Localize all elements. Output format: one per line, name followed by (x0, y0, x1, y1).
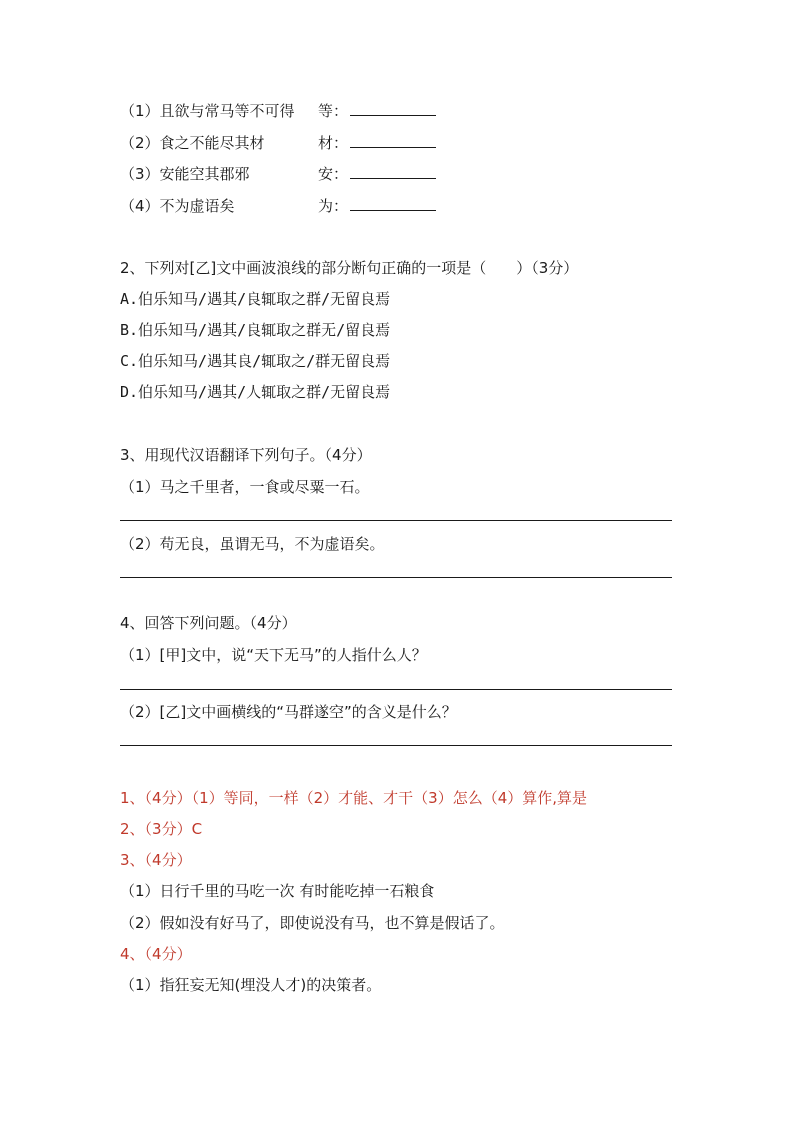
q1-item-text: （4）不为虚语矣 (120, 197, 235, 215)
q1-item-word: 等： (318, 102, 349, 120)
answer-3-line-2: （2）假如没有好马了，即使说没有马，也不算是假话了。 (120, 914, 505, 932)
q1-item-1 (120, 101, 295, 121)
q4-title: 4、回答下列问题。（4分） (120, 614, 297, 632)
answer-blank[interactable] (350, 164, 436, 179)
answer-1-body: （1）等同，一样（2）才能、才干（3）怎么（4）算作,算是 (191, 789, 588, 807)
q1-item-word: 材： (318, 134, 349, 152)
q1-item-3 (120, 164, 250, 184)
answer-4-prefix: 4、（4分） (120, 945, 192, 963)
answer-line[interactable] (120, 745, 672, 746)
answer-blank[interactable] (350, 133, 436, 148)
q4-sentence-1: （1）[甲]文中，说“天下无马”的人指什么人？ (120, 646, 427, 664)
answer-2-prefix: 2、（3分） (120, 820, 192, 838)
answer-4-line-1: （1）指狂妄无知(埋没人才)的决策者。 (120, 976, 382, 994)
answer-2-body: C (191, 820, 203, 838)
answer-line[interactable] (120, 520, 672, 521)
q1-item-2-answer (318, 133, 436, 153)
q3-sentence-2: （2）苟无良，虽谓无马，不为虚语矣。 (120, 535, 385, 553)
q2-title: 2、下列对[乙]文中画波浪线的部分断句正确的一项是（ ）（3分） (120, 259, 579, 277)
q2-option-c: C.伯乐知马/遇其良/辄取之/群无留良焉 (120, 352, 391, 370)
q1-item-2 (120, 133, 265, 153)
q1-item-word: 安： (318, 165, 349, 183)
q1-item-text: （2）食之不能尽其材 (120, 134, 265, 152)
q3-title: 3、用现代汉语翻译下列句子。（4分） (120, 446, 372, 464)
q1-item-3-answer (318, 164, 436, 184)
q1-item-text: （1）且欲与常马等不可得 (120, 102, 295, 120)
q2-option-d: D.伯乐知马/遇其/人辄取之群/无留良焉 (120, 383, 391, 401)
q1-item-4-answer (318, 196, 436, 216)
q2-option-a: A.伯乐知马/遇其/良辄取之群/无留良焉 (120, 290, 391, 308)
answer-3-line-1: （1）日行千里的马吃一次 有时能吃掉一石粮食 (120, 882, 435, 900)
answer-2 (120, 819, 202, 839)
q1-item-1-answer (318, 101, 436, 121)
q1-item-4 (120, 196, 235, 216)
answer-1 (120, 788, 587, 808)
answer-1-prefix: 1、（4分） (120, 789, 192, 807)
answer-line[interactable] (120, 689, 672, 690)
answer-3-prefix: 3、（4分） (120, 851, 192, 869)
q2-option-b: B.伯乐知马/遇其/良辄取之群无/留良焉 (120, 321, 391, 339)
answer-line[interactable] (120, 577, 672, 578)
answer-blank[interactable] (350, 196, 436, 211)
q4-sentence-2: （2）[乙]文中画横线的“马群遂空”的含义是什么？ (120, 703, 457, 721)
q3-sentence-1: （1）马之千里者，一食或尽粟一石。 (120, 478, 370, 496)
q1-item-word: 为： (318, 197, 349, 215)
q1-item-text: （3）安能空其郡邪 (120, 165, 250, 183)
answer-blank[interactable] (350, 101, 436, 116)
